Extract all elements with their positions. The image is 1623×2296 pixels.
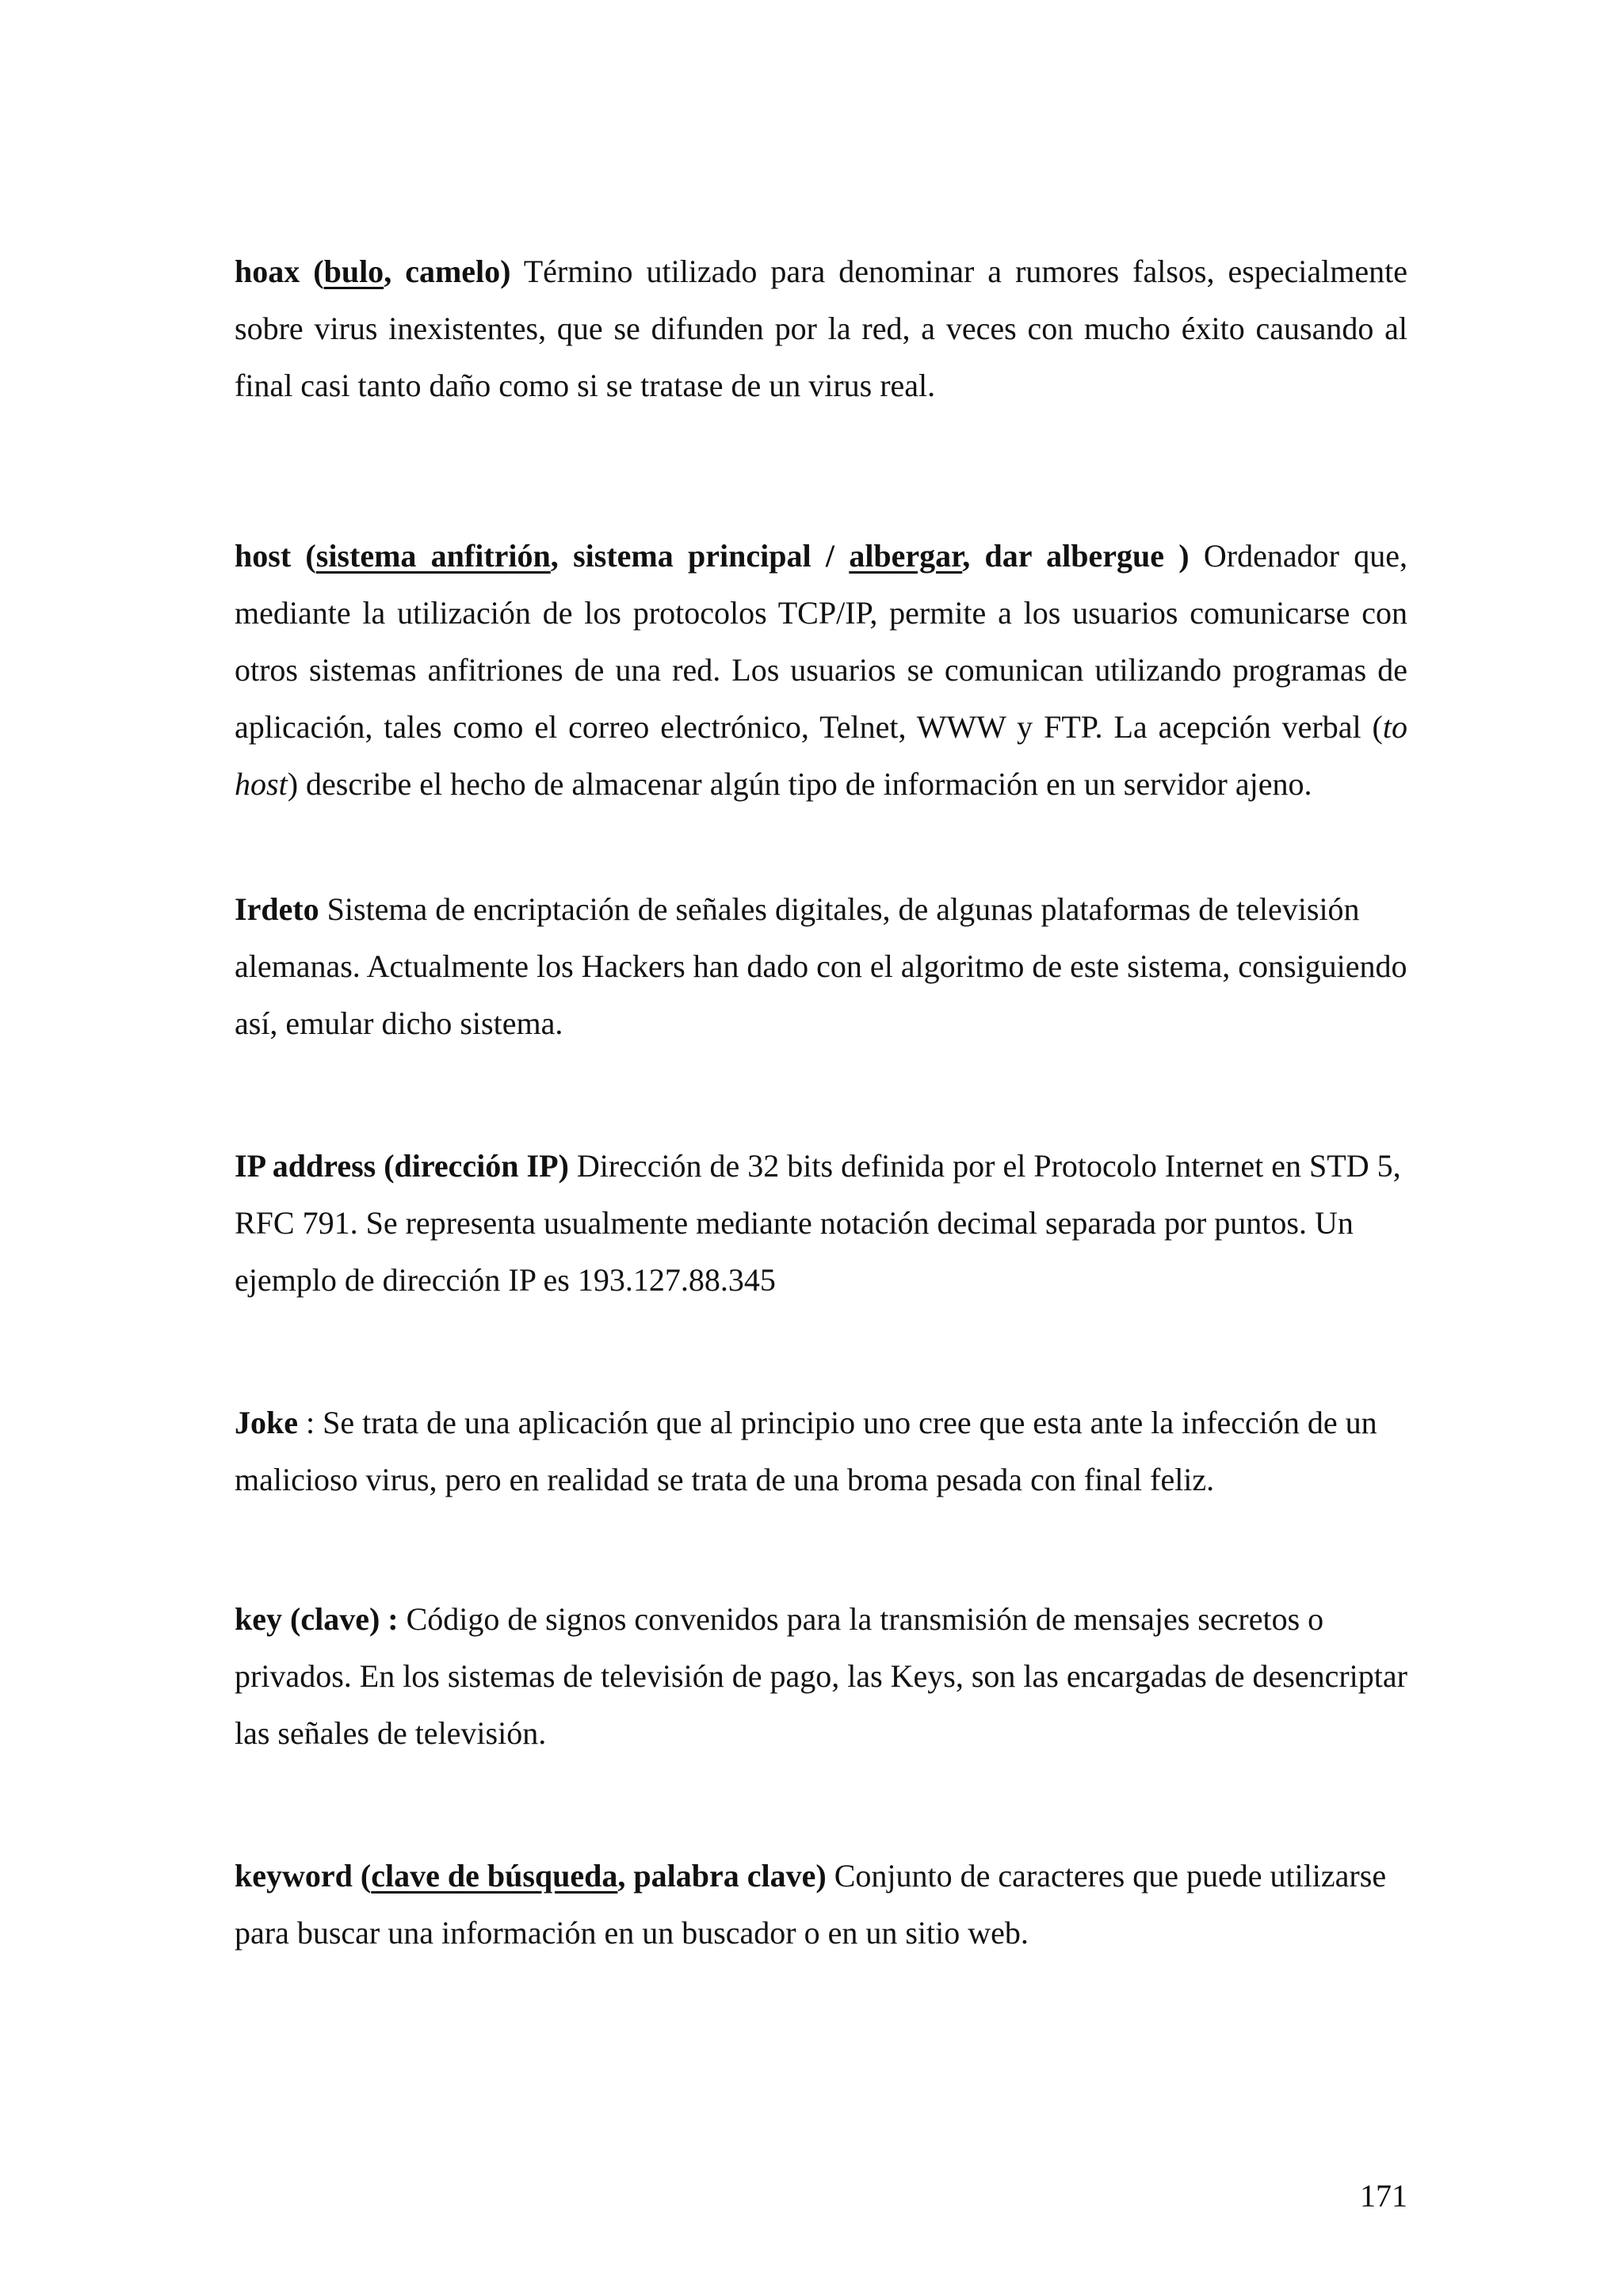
- entry-definition: Sistema de encriptación de señales digitales, de algunas plataformas de televisión alemanas. Actualmente los Hackers han dado con el algoritmo de este sistema, consiguiendo así, emular dicho sistema.: [235, 891, 1407, 1041]
- glossary-entry-irdeto: [235, 881, 1407, 1052]
- glossary-entry-keyword: [235, 1848, 1407, 1962]
- glossary-entry-hoax: [235, 243, 1407, 414]
- glossary-entry-ip-address: [235, 1138, 1407, 1309]
- entry-term: key (clave) :: [235, 1601, 399, 1637]
- entry-term: Irdeto: [235, 891, 319, 927]
- entry-definition: : Se trata de una aplicación que al principio uno cree que esta ante la infección de un malicioso virus, pero en realidad se trata de una broma pesada con final feliz.: [235, 1405, 1377, 1497]
- entry-definition: Término utilizado para denominar a rumores falsos, especialmente sobre virus inexistentes, que se difunden por la red, a veces con mucho éxito causando al final casi tanto daño como si se tratase de un virus real.: [235, 254, 1407, 403]
- glossary-entry-host: [235, 528, 1407, 813]
- entry-definition: Dirección de 32 bits definida por el Protocolo Internet en STD 5, RFC 791. Se representa usualmente mediante notación decimal separada por puntos. Un ejemplo de dirección IP es 193.127.88.345: [235, 1148, 1401, 1298]
- entry-definition: Código de signos convenidos para la transmisión de mensajes secretos o privados. En los sistemas de televisión de pago, las Keys, son las encargadas de desencriptar las señales de televisión.: [235, 1601, 1407, 1751]
- entry-term: Joke: [235, 1405, 298, 1440]
- page-number: 171: [1360, 2178, 1407, 2214]
- entry-term: keyword (clave de búsqueda, palabra clave): [235, 1858, 827, 1894]
- entry-term: hoax (bulo, camelo): [235, 254, 511, 289]
- glossary-entry-key: [235, 1591, 1407, 1762]
- entry-term: host (sistema anfitrión, sistema principal / albergar, dar albergue ): [235, 538, 1190, 574]
- entry-definition: Conjunto de caracteres que puede utilizarse para buscar una información en un buscador o en un sitio web.: [235, 1858, 1387, 1951]
- glossary-entry-joke: [235, 1394, 1407, 1508]
- entry-term: IP address (dirección IP): [235, 1148, 569, 1184]
- entry-definition: Ordenador que, mediante la utilización de los protocolos TCP/IP, permite a los usuarios comunicarse con otros sistemas anfitriones de una red. Los usuarios se comunican utilizando programas de aplicación, tales como el correo electrónico, Telnet, WWW y FTP. La acepción verbal (to host) describe el hecho de almacenar algún tipo de información en un servidor ajeno.: [235, 538, 1407, 802]
